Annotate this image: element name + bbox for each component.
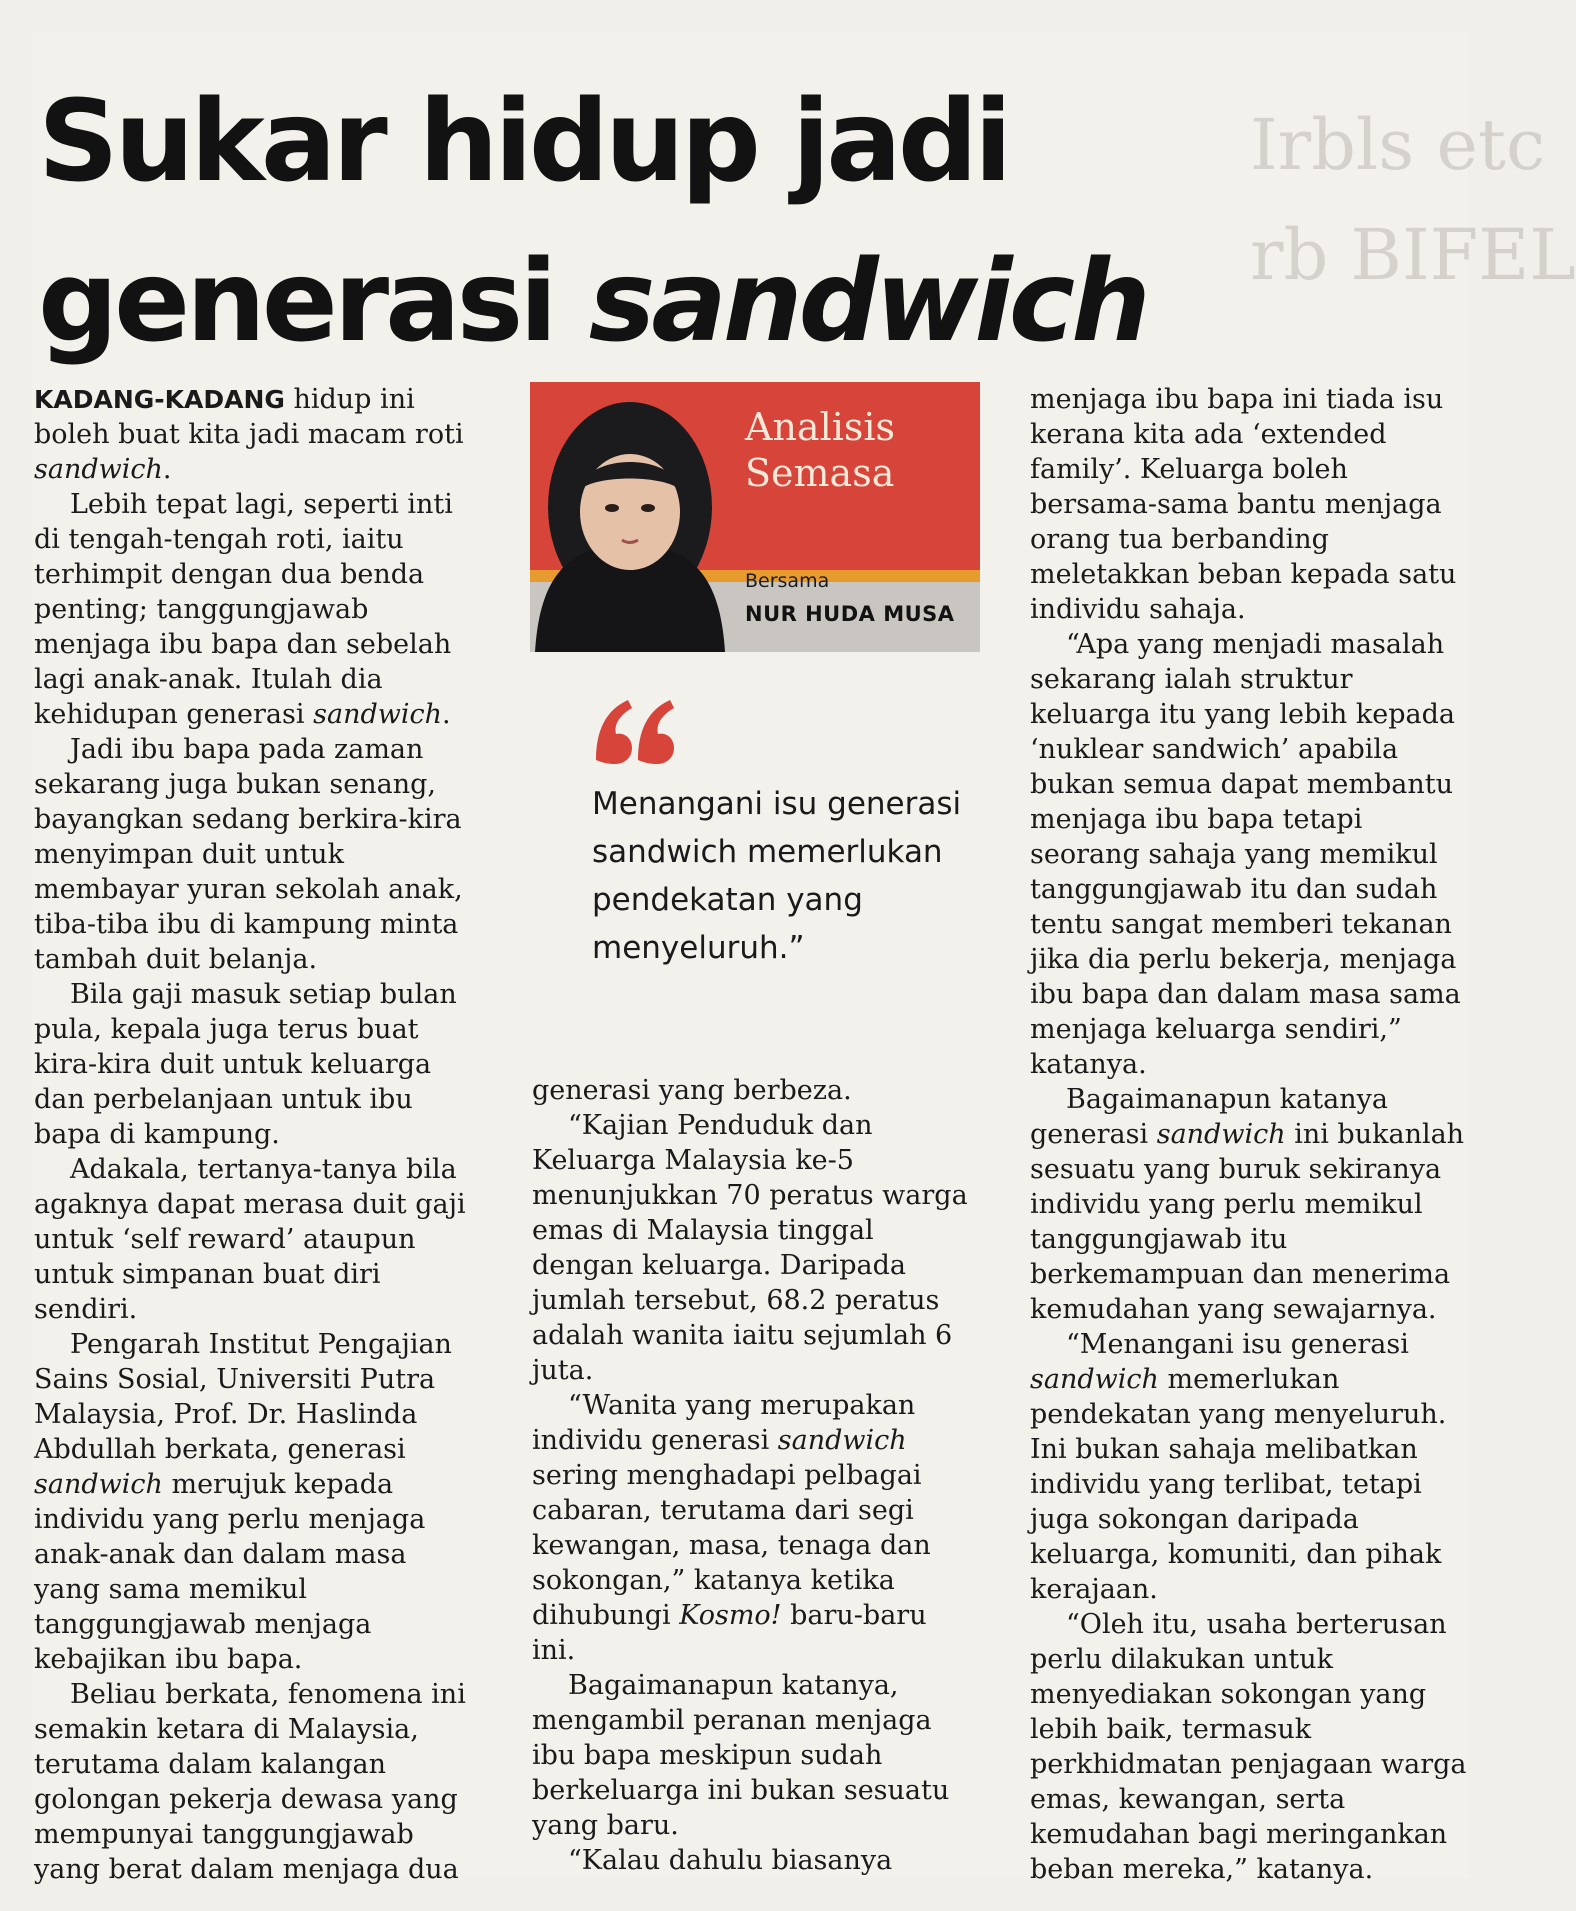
- column-title: Analisis Semasa: [745, 405, 896, 495]
- paragraph: “Kajian Penduduk dan Keluarga Malaysia ke-5 menunjukkan 70 peratus warga emas di Malaysia tinggal dengan keluarga. Daripada jumlah tersebut, 68.2 peratus adalah wanita iaitu sejumlah 6 juta.: [532, 1110, 968, 1386]
- article-column-3: [1030, 382, 1470, 1887]
- headline: [38, 62, 1278, 382]
- paragraph: Beliau berkata, fenomena ini semakin ketara di Malaysia, terutama dalam kalangan golongan pekerja dewasa yang mempunyai tanggungjawab yang berat dalam menjaga dua: [34, 1679, 466, 1885]
- author-portrait: [530, 382, 730, 652]
- paragraph: Bagaimanapun katanya generasi sandwich ini bukanlah sesuatu yang buruk sekiranya individu yang perlu memikul tanggungjawab itu berkemampuan dan menerima kemudahan yang sewajarnya.: [1030, 1084, 1465, 1325]
- paragraph: “Wanita yang merupakan individu generasi sandwich sering menghadapi pelbagai cabaran, terutama dari segi kewangan, masa, tenaga dan sokongan,” katanya ketika dihubungi Kosmo! baru-baru ini.: [532, 1390, 931, 1666]
- lead-word: KADANG-KADANG: [34, 385, 285, 414]
- paragraph: “Kalau dahulu biasanya: [568, 1845, 893, 1876]
- quote-mark-icon: [588, 690, 678, 770]
- headline-line2: generasi: [38, 237, 589, 367]
- pull-quote: Menangani isu generasi sandwich memerlukan pendekatan yang menyeluruh.”: [592, 786, 962, 966]
- article-column-2: [532, 1073, 972, 1878]
- paragraph: Bagaimanapun katanya, mengambil peranan menjaga ibu bapa meskipun sudah berkeluarga ini bukan sesuatu yang baru.: [532, 1670, 950, 1841]
- bleed-through-text: Irbls etc rb BIFEL: [1250, 104, 1576, 296]
- paragraph: “Oleh itu, usaha berterusan perlu dilakukan untuk menyediakan sokongan yang lebih baik, termasuk perkhidmatan penjagaan warga emas, kewangan, serta kemudahan bagi meringankan beban mereka,” katanya.: [1030, 1609, 1467, 1885]
- headline-line1: Sukar hidup jadi: [38, 77, 1009, 207]
- article-column-1: [34, 382, 474, 1887]
- author-name: NUR HUDA MUSA: [745, 602, 955, 626]
- paragraph: “Menangani isu generasi sandwich memerlukan pendekatan yang menyeluruh. Ini bukan sahaja melibatkan individu yang terlibat, tetapi juga sokongan daripada keluarga, komuniti, dan pihak kerajaan.: [1030, 1329, 1447, 1605]
- headline-line2-italic: sandwich: [588, 237, 1147, 367]
- paragraph: Pengarah Institut Pengajian Sains Sosial, Universiti Putra Malaysia, Prof. Dr. Haslinda Abdullah berkata, generasi sandwich merujuk kepada individu yang perlu menjaga anak-anak dan dalam masa yang sama memikul tanggungjawab menjaga kebajikan ibu bapa.: [34, 1329, 452, 1675]
- with-label: Bersama: [745, 570, 830, 592]
- paragraph: Jadi ibu bapa pada zaman sekarang juga bukan senang, bayangkan sedang berkira-kira menyimpan duit untuk membayar yuran sekolah anak, tiba-tiba ibu di kampung minta tambah duit belanja.: [34, 734, 463, 975]
- paragraph: “Apa yang menjadi masalah sekarang ialah struktur keluarga itu yang lebih kepada ‘nuklear sandwich’ apabila bukan semua dapat membantu menjaga ibu bapa tetapi seorang sahaja yang memikul tanggungjawab itu dan sudah tentu sangat memberi tekanan jika dia perlu bekerja, menjaga ibu bapa dan dalam masa sama menjaga keluarga sendiri,” katanya.: [1030, 629, 1461, 1080]
- paragraph: KADANG-KADANG hidup ini boleh buat kita jadi macam roti sandwich.: [34, 384, 464, 485]
- paragraph: Bila gaji masuk setiap bulan pula, kepala juga terus buat kira-kira duit untuk keluarga dan perbelanjaan untuk ibu bapa di kampung.: [34, 979, 457, 1150]
- paragraph: Adakala, tertanya-tanya bila agaknya dapat merasa duit gaji untuk ‘self reward’ ataupun untuk simpanan buat diri sendiri.: [34, 1154, 466, 1325]
- paragraph: Lebih tepat lagi, seperti inti di tengah-tengah roti, iaitu terhimpit dengan dua benda penting; tanggungjawab menjaga ibu bapa dan sebelah lagi anak-anak. Itulah dia kehidupan generasi sandwich.: [34, 489, 453, 730]
- paragraph: generasi yang berbeza.: [532, 1075, 852, 1106]
- column-card: [530, 382, 980, 652]
- paragraph: menjaga ibu bapa ini tiada isu kerana kita ada ‘extended family’. Keluarga boleh bersama-sama bantu menjaga orang tua berbanding meletakkan beban kepada satu individu sahaja.: [1030, 384, 1457, 625]
